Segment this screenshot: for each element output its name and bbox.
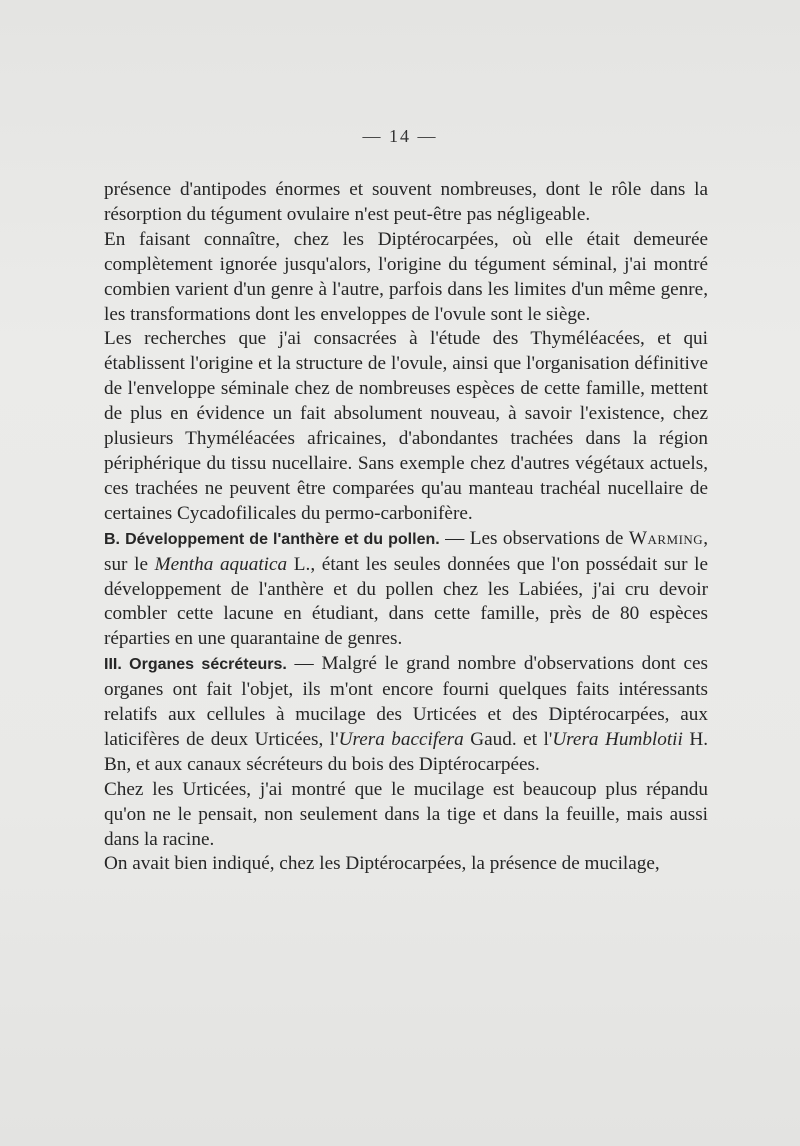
section-heading-anthere: B. Développement de l'anthère et du pollen.: [104, 530, 440, 548]
species-name: Urera Humblotii: [552, 728, 683, 750]
paragraph-dipterocarpees-mucilage: On avait bien indiqué, chez les Diptérocarpées, la présence de mucilage,: [104, 853, 660, 875]
paragraph-thymeleacees: Les recherches que j'ai consacrées à l'étude des Thyméléacées, et qui établissent l'origine et la structure de l'ovule, ainsi que l'organisation définitive de l'enveloppe séminale chez de nombreuses espèces de cette famille, mettent de plus en évidence un fait absolument nouveau, à savoir l'existence, chez plusieurs Thyméléacées africaines, d'abondantes trachées dans la région périphérique du tissu nucellaire. Sans exemple chez d'autres végétaux actuels, ces trachées ne peuvent être comparées qu'au manteau trachéal nucellaire de certaines Cycadofilicales du permo-carbonifère.: [104, 328, 708, 524]
paragraph-urticees-mucilage: Chez les Urticées, j'ai montré que le mucilage est beaucoup plus répandu qu'on ne le pensait, non seulement dans la tige et dans la feuille, mais aussi dans la racine.: [104, 778, 708, 850]
body-text: [104, 178, 708, 877]
paragraph-antipodes: présence d'antipodes énormes et souvent nombreuses, dont le rôle dans la résorption du tégument ovulaire n'est peut-être pas négligeable.: [104, 179, 708, 225]
section-heading-organes: III. Organes sécréteurs.: [104, 656, 287, 674]
species-name: Urera baccifera: [338, 728, 464, 750]
text-span: Gaud. et l': [463, 728, 553, 750]
text-span: — Les observations de: [439, 527, 629, 549]
author-name: Warming: [628, 527, 704, 549]
paragraph-dipterocarpees-tegument: En faisant connaître, chez les Diptérocarpées, où elle était demeurée complètement ignorée jusqu'alors, l'origine du tégument séminal, j'ai montré combien varient d'un genre à l'autre, parfois dans les limites d'un même genre, les transformations dont les enveloppes de l'ovule sont le siège.: [104, 228, 708, 325]
paragraph-anthere-pollen: [104, 527, 708, 653]
species-name: Mentha aquatica: [154, 553, 288, 575]
text-span: H. Bn, et aux canaux sécréteurs du bois des Diptérocarpées.: [104, 728, 709, 775]
page-number: — 14 —: [362, 126, 438, 146]
text-span: L., étant les seules données que l'on possédait sur le développement de l'anthère et du pollen chez les Labiées, j'ai cru devoir combler cette lacune en étudiant, dans cette famille, près de 80 espèces réparties en une quarantaine de genres.: [104, 553, 708, 650]
text-span: — Malgré le grand nombre d'observations dont ces organes ont fait l'objet, ils m'ont encore fourni quelques faits intéressants relatifs aux cellules à mucilage des Urticées et des Diptérocarpées, aux laticifères de deux Urticées, l': [104, 653, 708, 750]
text-span: , sur le: [104, 527, 708, 575]
paragraph-organes-secreteurs: [104, 652, 708, 778]
